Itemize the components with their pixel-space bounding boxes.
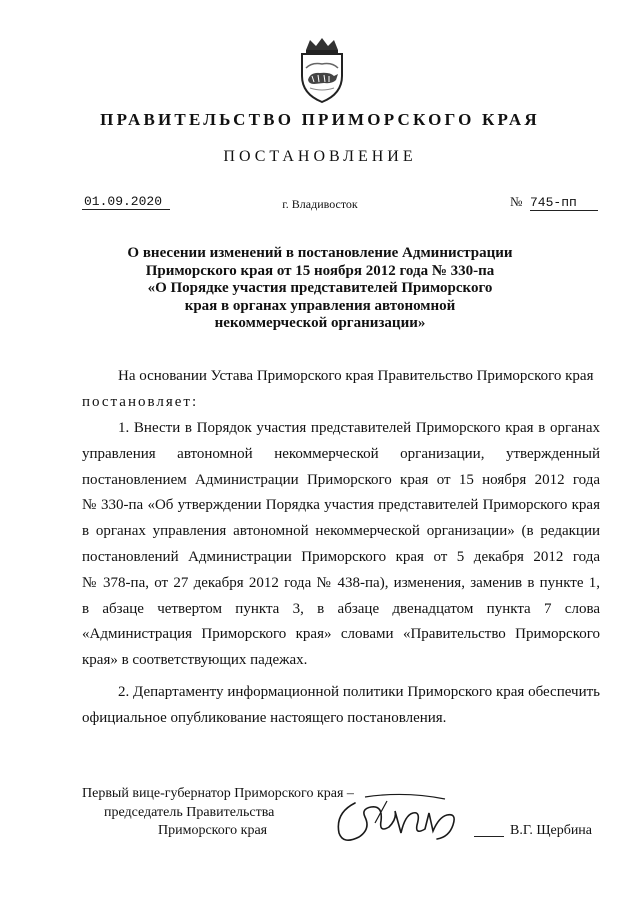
signer-name: В.Г. Щербина: [510, 823, 593, 838]
signer-position-line: председатель Правительства: [104, 804, 275, 820]
paragraph-line: края» в соответствующих падежах.: [82, 652, 308, 669]
heading-line: «О Порядке участия представителей Приморского: [147, 280, 493, 296]
coat-of-arms-icon: [292, 36, 352, 104]
number-value: 745-пп: [530, 195, 598, 211]
paragraph-line: № 330-па «Об утверждении Порядка участия представителей Приморского края: [82, 497, 600, 514]
paragraph-line: постановлением Администрации Приморского края от 15 ноября 2012 года: [82, 471, 600, 488]
number-sign: №: [510, 194, 523, 209]
signature-line: [474, 836, 504, 837]
paragraph-line: постановлений Администрации Приморского края от 5 декабря 2012 года: [82, 548, 600, 565]
basis-paragraph: [82, 364, 600, 416]
paragraph-2: [82, 680, 600, 732]
paragraph-line: «Администрация Приморского края» словами «Правительство Приморского: [82, 626, 600, 643]
paragraph-line: официальное опубликование настоящего постановления.: [82, 709, 447, 726]
paragraph-line: управления автономной некоммерческой организации, утвержденный: [82, 445, 600, 462]
government-title: ПРАВИТЕЛЬСТВО ПРИМОРСКОГО КРАЯ: [100, 110, 540, 129]
paragraph-line: № 378-па, от 27 декабря 2012 года № 438-па), изменения, заменив в пункте 1,: [82, 574, 600, 591]
document-date: 01.09.2020: [82, 194, 170, 210]
resolves-word: постановляет:: [82, 393, 199, 410]
handwritten-signature: [325, 793, 475, 853]
paragraph-line: в абзаце четвертом пункта 3, в абзаце двенадцатом пункта 7 слова: [82, 600, 600, 617]
document-city: г. Владивосток: [282, 197, 358, 211]
document-type: ПОСТАНОВЛЕНИЕ: [223, 148, 417, 165]
document-heading: [120, 245, 520, 333]
basis-line: На основании Устава Приморского края Правительство Приморского края: [118, 368, 594, 384]
heading-line: О внесении изменений в постановление Администрации: [127, 245, 513, 261]
paragraph-line: 1. Внести в Порядок участия представителей Приморского края в органах: [118, 420, 600, 436]
heading-line: Приморского края от 15 ноября 2012 года № 330-па: [145, 262, 495, 279]
paragraph-line: 2. Департаменту информационной политики Приморского края обеспечить: [118, 684, 600, 700]
heading-line: некоммерческой организации»: [214, 315, 426, 331]
document-number: [510, 194, 598, 211]
paragraph-line: в органах управления автономной некоммерческой организации» (в редакции: [82, 523, 600, 540]
signer-position-line: Первый вице-губернатор Приморского края –: [82, 786, 354, 801]
paragraph-1: [82, 416, 600, 674]
heading-line: края в органах управления автономной: [184, 297, 456, 314]
signer-position-line: Приморского края: [158, 823, 268, 838]
